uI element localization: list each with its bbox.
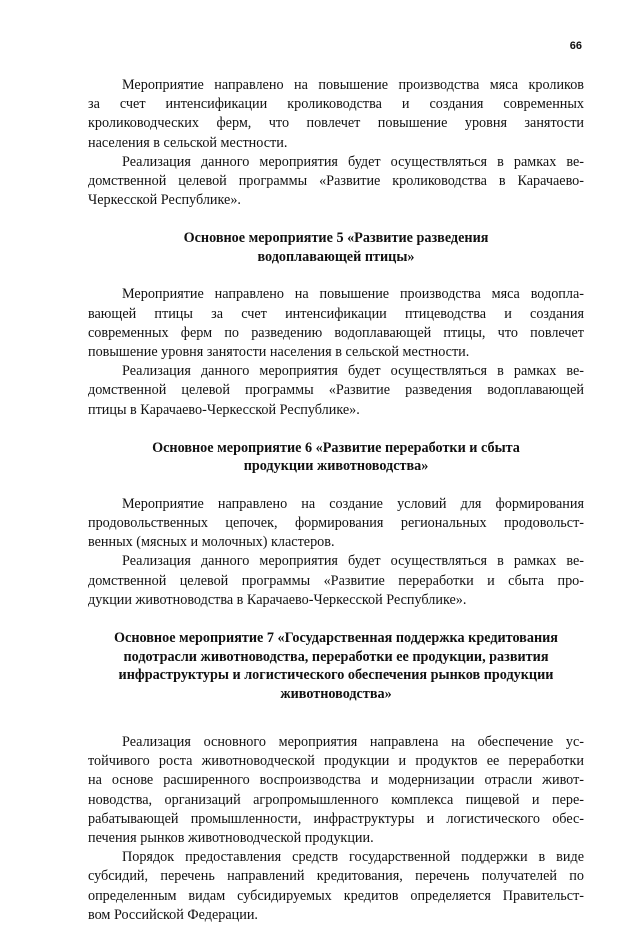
text-line: дукции животноводства в Карачаево-Черкесской Республике». xyxy=(88,591,467,608)
text-line: Реализация данного мероприятия будет осуществляться в рамках ве- xyxy=(122,153,584,170)
text-line: определенным видам субсидируемых кредитов определяется Правительст- xyxy=(88,887,584,904)
text-line: Реализация данного мероприятия будет осуществляться в рамках ве- xyxy=(122,553,584,570)
text-line: продовольственных цепочек, формирования региональных продовольст- xyxy=(88,515,584,532)
text-line: Мероприятие направлено на повышение производства мяса водопла- xyxy=(122,286,584,303)
text-line: рабатывающей промышленности, инфраструктуры и логистического обес- xyxy=(88,810,584,827)
heading-line: продукции животноводства» xyxy=(243,458,429,475)
text-line: за счет интенсификации кролиководства и создания современных xyxy=(88,96,584,113)
text-line: домственной целевой программы «Развитие переработки и сбыта про- xyxy=(88,572,584,589)
heading-line: водоплавающей птицы» xyxy=(257,248,415,265)
text-line: Реализация основного мероприятия направлена на обеспечение ус- xyxy=(122,734,584,751)
heading-line: Основное мероприятие 7 «Государственная поддержка кредитования xyxy=(114,630,558,647)
text-line: Мероприятие направлено на создание условий для формирования xyxy=(122,495,584,512)
paragraph-food-chains xyxy=(88,495,584,553)
text-line: домственной целевой программы «Развитие кролиководства в Карачаево- xyxy=(88,173,584,190)
text-line: повышение уровня занятости населения в сельской местности. xyxy=(88,344,470,361)
page-content xyxy=(88,76,584,925)
text-line: Черкесской Республике». xyxy=(88,192,241,209)
heading-line: животноводства» xyxy=(280,685,392,702)
paragraph-waterfowl-program xyxy=(88,362,584,420)
heading-measure-6 xyxy=(88,439,584,476)
text-line: вом Российской Федерации. xyxy=(88,906,258,923)
text-line: субсидий, перечень направлений кредитования, перечень получателей по xyxy=(88,868,584,885)
text-line: современных ферм по разведению водоплавающей птицы, что повлечет xyxy=(88,324,584,341)
heading-line: Основное мероприятие 6 «Развитие переработки и сбыта xyxy=(152,439,520,456)
heading-line: Основное мероприятие 5 «Развитие разведения xyxy=(183,230,489,247)
text-line: кролиководческих ферм, что повлечет повышение уровня занятости xyxy=(88,115,584,132)
text-line: населения в сельской местности. xyxy=(88,134,288,151)
text-line: Порядок предоставления средств государственной поддержки в виде xyxy=(122,849,584,866)
heading-line: инфраструктуры и логистического обеспечения рынков продукции xyxy=(118,667,554,684)
text-line: домственной целевой программы «Развитие разведения водоплавающей xyxy=(88,382,584,399)
paragraph-livestock-growth xyxy=(88,733,584,848)
heading-measure-7 xyxy=(88,629,584,703)
text-line: на основе расширенного воспроизводства и модернизации отрасли живот- xyxy=(88,772,584,789)
text-line: новодства, организаций агропромышленного комплекса пищевой и пере- xyxy=(88,791,584,808)
text-line: Реализация данного мероприятия будет осуществляться в рамках ве- xyxy=(122,363,584,380)
paragraph-waterfowl-production xyxy=(88,285,584,362)
paragraph-subsidy-procedure xyxy=(88,848,584,925)
text-line: венных (мясных и молочных) кластеров. xyxy=(88,534,335,551)
text-line: тойчивого роста животноводческой продукции и продуктов ее переработки xyxy=(88,753,584,770)
page-number: 66 xyxy=(569,40,582,52)
heading-measure-5 xyxy=(88,229,584,266)
text-line: вающей птицы за счет интенсификации птицеводства и создания xyxy=(88,305,584,322)
paragraph-rabbit-program xyxy=(88,153,584,211)
paragraph-rabbit-production xyxy=(88,76,584,153)
text-line: птицы в Карачаево-Черкесской Республике». xyxy=(88,401,360,418)
heading-line: подотрасли животноводства, переработки ее продукции, развития xyxy=(123,648,549,665)
text-line: печения рынков животноводческой продукции. xyxy=(88,830,374,847)
paragraph-processing-program xyxy=(88,552,584,610)
text-line: Мероприятие направлено на повышение производства мяса кроликов xyxy=(122,77,584,93)
